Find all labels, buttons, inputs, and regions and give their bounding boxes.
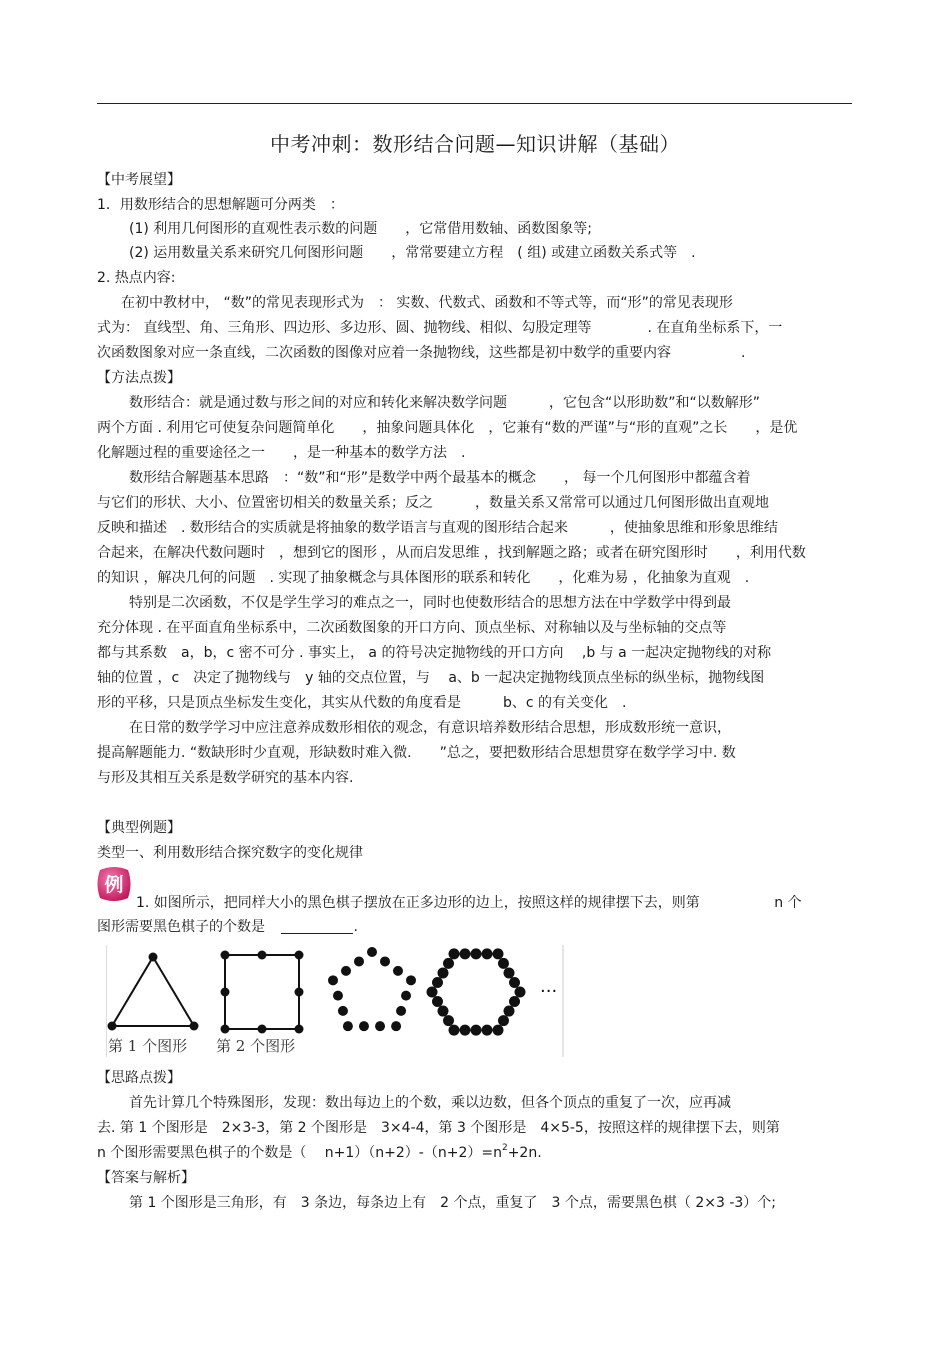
- stone: [333, 991, 343, 1001]
- stone: [498, 958, 509, 969]
- stone: [449, 1025, 460, 1036]
- stone: [380, 956, 390, 966]
- figure-ellipsis: ···: [540, 981, 558, 1002]
- section-heading: 【思路点拨】: [97, 1070, 181, 1086]
- text-line: (1) 利用几何图形的直观性表示数的问题 ，它常借用数轴、函数图象等;: [129, 221, 592, 237]
- stone: [401, 991, 411, 1001]
- stone: [427, 987, 438, 998]
- text-line: (2) 运用数量关系来研究几何图形问题 ，常常要建立方程 ( 组) 或建立函数关系式等 .: [129, 245, 696, 261]
- text-line: 都与其系数 a，b，c 密不可分 . 事实上， a 的符号决定抛物线的开口方向 ,b 与 a 一起决定抛物线的对称: [97, 645, 772, 661]
- stone: [375, 1021, 385, 1031]
- text-line: 形的平移，只是顶点坐标发生变化，其实从代数的角度看是 b、c 的有关变化 .: [97, 695, 627, 711]
- stone: [396, 1006, 406, 1016]
- text-line: 化解题过程的重要途径之一 ，是一种基本的数学方法 .: [97, 445, 466, 461]
- text-line: 合起来，在解决代数问题时 ，想到它的图形 ，从而启发思维 ，找到解题之路；或者在研究图形时 ，利用代数: [97, 545, 806, 561]
- stone: [221, 988, 230, 997]
- answer-blank: [281, 919, 353, 934]
- figure-caption-1: 第 1 个图形: [108, 1037, 188, 1055]
- text-line: 两个方面 . 利用它可使复杂问题简单化 ，抽象问题具体化 ，它兼有“数的严谨”与“形的直观”之长 ，是优: [97, 420, 798, 436]
- stone: [295, 988, 304, 997]
- stone: [295, 1025, 304, 1034]
- text-line: 的知识 ，解决几何的问题 . 实现了抽象概念与具体图形的联系和转化 ，化难为易 ，化抽象为直观 .: [97, 570, 750, 586]
- text-line: 提高解题能力. “数缺形时少直观，形缺数时难入微. ”总之，要把数形结合思想贯穿在数学学习中. 数: [97, 745, 736, 761]
- stone: [504, 967, 515, 978]
- text-line: 在初中教材中， “数”的常见表现形式为 ： 实数、代数式、函数和不等式等，而“形”的常见表现形: [121, 295, 733, 311]
- stone: [406, 975, 416, 985]
- stone: [432, 977, 443, 988]
- stone: [391, 1021, 401, 1031]
- text-line: 次函数图象对应一条直线，二次函数的图像对应着一条抛物线，这些都是初中数学的重要内容 .: [97, 345, 746, 361]
- text-line: 去. 第 1 个图形是 2×3-3，第 2 个图形是 3×4-4，第 3 个图形是 4×5-5，按照这样的规律摆下去，则第: [97, 1120, 780, 1136]
- page-title: 中考冲刺：数形结合问题—知识讲解（基础）: [270, 132, 680, 156]
- formula-tail: +2n.: [507, 1145, 542, 1161]
- stone: [482, 948, 493, 959]
- stone: [482, 1025, 493, 1036]
- stone: [509, 996, 520, 1007]
- stone: [493, 948, 504, 959]
- question-text-cont: [97, 917, 358, 937]
- stone: [443, 958, 454, 969]
- stone: [359, 1021, 369, 1031]
- stone: [221, 1025, 230, 1034]
- section-heading: 【方法点拨】: [97, 370, 181, 386]
- stone: [504, 1006, 515, 1017]
- formula-superscript: 2: [501, 1143, 508, 1153]
- example-badge-icon: [97, 866, 131, 902]
- badge-label: 例: [104, 874, 124, 896]
- header-rule: [97, 103, 852, 104]
- stone: [460, 1025, 471, 1036]
- stone: [367, 947, 377, 957]
- stone: [471, 948, 482, 959]
- stone: [509, 977, 520, 988]
- stone: [443, 1015, 454, 1026]
- text-line: 充分体现 . 在平面直角坐标系中，二次函数图象的开口方向、顶点坐标、对称轴以及与坐标轴的交点等: [97, 620, 727, 636]
- question-period: .: [353, 919, 358, 935]
- stone: [295, 951, 304, 960]
- stone: [438, 967, 449, 978]
- subsection-heading: 类型一、利用数形结合探究数字的变化规律: [97, 845, 363, 861]
- stone: [258, 951, 267, 960]
- text-line: 第 1 个图形是三角形，有 3 条边，每条边上有 2 个点，重复了 3 个点，需要黑色棋（ 2×3 -3）个;: [129, 1195, 776, 1211]
- section-heading: 【中考展望】: [97, 172, 181, 188]
- formula-text: n 个图形需要黑色棋子的个数是（ n+1）（n+2）-（n+2）=n: [97, 1145, 502, 1161]
- question-text: 1. 如图所示，把同样大小的黑色棋子摆放在正多边形的边上，按照这样的规律摆下去，则第 n 个: [136, 895, 802, 911]
- question-text-end: 图形需要黑色棋子的个数是: [97, 919, 265, 935]
- section-heading: 【答案与解析】: [97, 1170, 195, 1186]
- stone: [493, 1025, 504, 1036]
- stone: [393, 966, 403, 976]
- text-line: 特别是二次函数，不仅是学生学习的难点之一，同时也使数形结合的思想方法在中学数学中得到最: [129, 595, 731, 611]
- text-line: 式为： 直线型、角、三角形、四边形、多边形、圆、抛物线、相似、勾股定理等 . 在直角坐标系下，一: [97, 320, 783, 336]
- stone: [343, 1021, 353, 1031]
- stone: [108, 1022, 117, 1031]
- stone: [471, 1025, 482, 1036]
- section-heading: 【典型例题】: [97, 820, 181, 836]
- formula-line: [97, 1143, 542, 1165]
- text-line: 2. 热点内容:: [97, 270, 176, 286]
- text-line: 与它们的形状、大小、位置密切相关的数量关系；反之 ，数量关系又常常可以通过几何图形做出直观地: [97, 495, 769, 511]
- figure-caption-2: 第 2 个图形: [216, 1037, 296, 1055]
- stone: [190, 1022, 199, 1031]
- stone: [438, 1006, 449, 1017]
- stone: [341, 966, 351, 976]
- text-line: 反映和描述 . 数形结合的实质就是将抽象的数学语言与直观的图形结合起来 ，使抽象思维和形象思维结: [97, 520, 778, 536]
- stone: [498, 1015, 509, 1026]
- stone: [432, 996, 443, 1007]
- text-line: 在日常的数学学习中应注意养成数形相依的观念，有意识培养数形结合思想，形成数形统一意识，: [129, 720, 731, 736]
- stone: [328, 975, 338, 985]
- stone: [460, 948, 471, 959]
- text-line: 轴的位置 ，c 决定了抛物线与 y 轴的交点位置，与 a、b 一起决定抛物线顶点坐标的纵坐标，抛物线图: [97, 670, 765, 686]
- stone: [338, 1006, 348, 1016]
- text-line: 数形结合：就是通过数与形之间的对应和转化来解决数学问题 ，它包含“以形助数”和“以数解形”: [129, 395, 761, 411]
- polygon-figure: [106, 945, 566, 1057]
- stone: [515, 987, 526, 998]
- text-line: 首先计算几个特殊图形，发现：数出每边上的个数，乘以边数，但各个顶点的重复了一次，应再减: [129, 1095, 731, 1111]
- text-line: 与形及其相互关系是数学研究的基本内容.: [97, 770, 354, 786]
- stone: [354, 956, 364, 966]
- stone: [258, 1025, 267, 1034]
- stone: [449, 948, 460, 959]
- text-line: 1．用数形结合的思想解题可分两类 ：: [97, 197, 344, 213]
- text-line: 数形结合解题基本思路 ：“数”和“形”是数学中两个最基本的概念 ， 每一个几何图形中都蕴含着: [129, 470, 751, 486]
